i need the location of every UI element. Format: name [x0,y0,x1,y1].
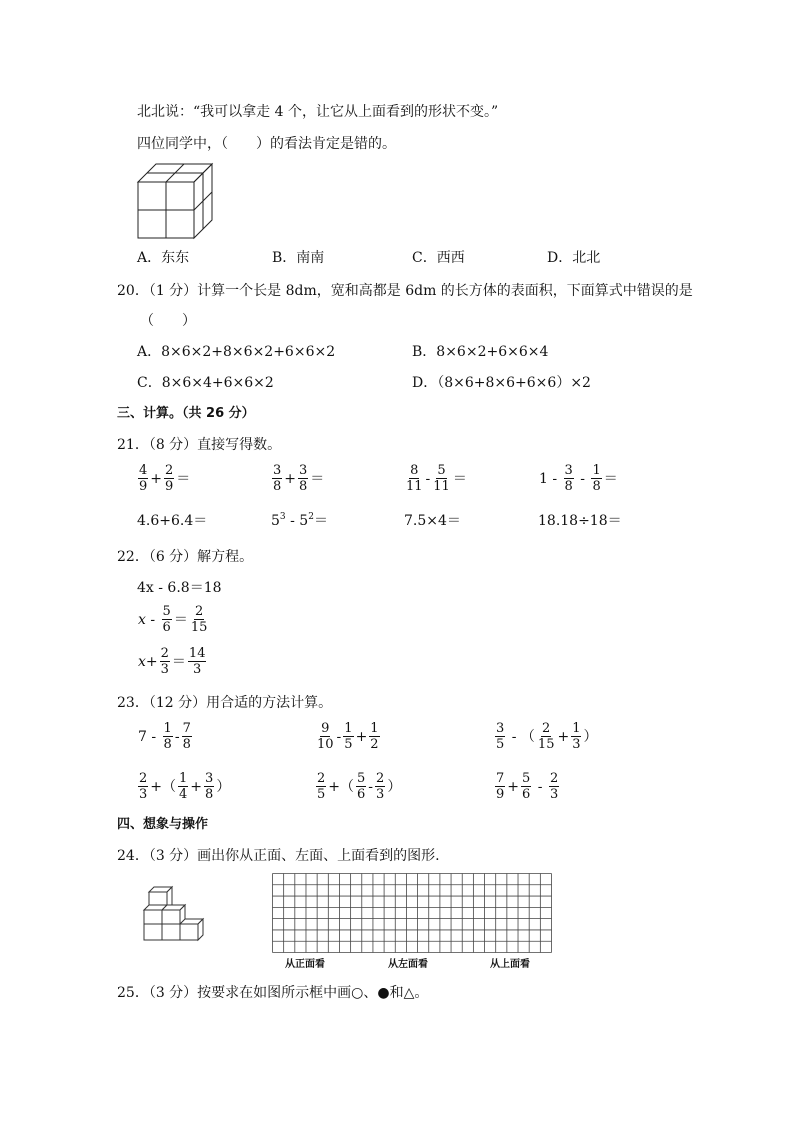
q23-expr-5: $\frac{2}{5}$ +（ $\frac{5}{6}$ - $\frac{2}{3}$ ） [317,771,402,802]
section-4-title: 四、想象与操作 [117,817,209,832]
fraction: $\frac{2}{3}$ [139,771,148,802]
q22-equation-3: x+ $\frac{2}{3}$ ＝ $\frac{14}{3}$ [138,646,206,677]
q19-option-b[interactable]: B．南南 [272,250,325,266]
fraction: $\frac{5}{6}$ [522,771,531,802]
fraction: $\frac{14}{3}$ [188,646,206,677]
fraction: $\frac{5}{6}$ [357,771,366,802]
fraction: $\frac{3}{8}$ [273,463,282,494]
fraction: $\frac{7}{8}$ [182,721,191,752]
fraction: $\frac{2}{3}$ [376,771,385,802]
q23-expr-3: $\frac{3}{5}$ - （ $\frac{2}{15}$ + $\frac{1}{3}$ ） [496,721,598,752]
fraction: $\frac{4}{9}$ [139,463,148,494]
q21-expr-6: $5^3 - 5^2=$ [271,512,328,529]
fraction: $\frac{8}{11}$ [406,463,423,494]
fraction: $\frac{1}{5}$ [344,721,353,752]
q23-stem: 23．（12 分）用合适的方法计算。 [117,695,333,711]
q20-option-c[interactable]: C．8×6×4+6×6×2 [137,375,274,391]
q21-stem: 21．（8 分）直接写得数。 [117,437,282,453]
fraction: $\frac{2}{5}$ [317,771,326,802]
q20-answer-blank[interactable]: （ ） [140,313,196,329]
q21-expr-1: $\frac{4}{9}$ + $\frac{2}{9}$ ＝ [139,463,191,494]
fraction: $\frac{5}{6}$ [162,604,171,635]
caption-left-view: 从左面看 [388,959,428,970]
q20-stem: 20．（1 分）计算一个长是 8dm，宽和高都是 6dm 的长方体的表面积，下面算式中错误的是 [117,283,693,299]
q20-option-a[interactable]: A．8×6×2+8×6×2+6×6×2 [137,344,336,360]
fraction: $\frac{1}{8}$ [592,463,601,494]
fraction: $\frac{2}{15}$ [537,721,555,752]
q21-expr-8: 18.18÷18＝ [538,513,622,529]
fraction: $\frac{3}{5}$ [496,721,505,752]
q21-expr-3: $\frac{8}{11}$ - $\frac{5}{11}$ ＝ [406,463,467,494]
q23-expr-4: $\frac{2}{3}$ +（ $\frac{1}{4}$ + $\frac{3}{8}$ ） [139,771,231,802]
caption-top-view: 从上面看 [490,959,530,970]
section-3-title: 三、计算。（共 26 分） [117,406,255,421]
q19-option-c[interactable]: C．西西 [412,250,465,266]
q23-expr-1: 7 - $\frac{1}{8}$ - $\frac{7}{8}$ [138,721,191,752]
q21-expr-4: 1 - $\frac{3}{8}$ - $\frac{1}{8}$ ＝ [539,463,618,494]
q20-option-b[interactable]: B．8×6×2+6×6×4 [412,344,549,360]
q21-expr-7: 7.5×4＝ [404,513,461,529]
q22-equation-1: 4x - 6.8＝18 [137,580,222,596]
q22-stem: 22．（6 分）解方程。 [117,549,254,565]
q19-question: 四位同学中，（ ）的看法肯定是错的。 [137,136,396,152]
fraction: $\frac{1}{2}$ [370,721,379,752]
fraction: $\frac{2}{9}$ [165,463,174,494]
q20-option-d[interactable]: D．（8×6+8×6+6×6）×2 [412,375,591,391]
q21-expr-2: $\frac{3}{8}$ + $\frac{3}{8}$ ＝ [273,463,325,494]
fraction: $\frac{1}{4}$ [179,771,188,802]
fraction: $\frac{3}{8}$ [299,463,308,494]
fraction: $\frac{5}{11}$ [433,463,450,494]
q23-expr-6: $\frac{7}{9}$ + $\frac{5}{6}$ - $\frac{2}{3}$ [496,771,559,802]
drawing-grid[interactable] [272,873,552,953]
fraction: $\frac{3}{8}$ [564,463,573,494]
fraction: $\frac{2}{3}$ [549,771,559,802]
q19-option-a[interactable]: A．东东 [137,250,190,266]
cube-stack-figure [136,160,216,240]
stacked-cubes-figure [138,884,210,942]
fraction: $\frac{2}{15}$ [190,604,208,635]
q24-stem: 24．（3 分）画出你从正面、左面、上面看到的图形. [117,848,440,864]
q19-beibei-statement: 北北说：“我可以拿走 4 个，让它从上面看到的形状不变。” [137,104,499,120]
fraction: $\frac{9}{10}$ [317,721,334,752]
fraction: $\frac{3}{8}$ [205,771,214,802]
q23-expr-2: $\frac{9}{10}$ - $\frac{1}{5}$ + $\frac{1}{2}$ [317,721,379,752]
q22-equation-2: x - $\frac{5}{6}$ ＝ $\frac{2}{15}$ [138,604,208,635]
fraction: $\frac{1}{8}$ [163,721,172,752]
caption-front-view: 从正面看 [285,959,325,970]
q25-stem: 25．（3 分）按要求在如图所示框中画○、●和△。 [117,985,429,1001]
fraction: $\frac{2}{3}$ [160,646,169,677]
fraction: $\frac{1}{3}$ [572,721,581,752]
q19-option-d[interactable]: D．北北 [547,250,601,266]
q21-expr-5: 4.6+6.4＝ [137,513,208,529]
fraction: $\frac{7}{9}$ [496,771,505,802]
